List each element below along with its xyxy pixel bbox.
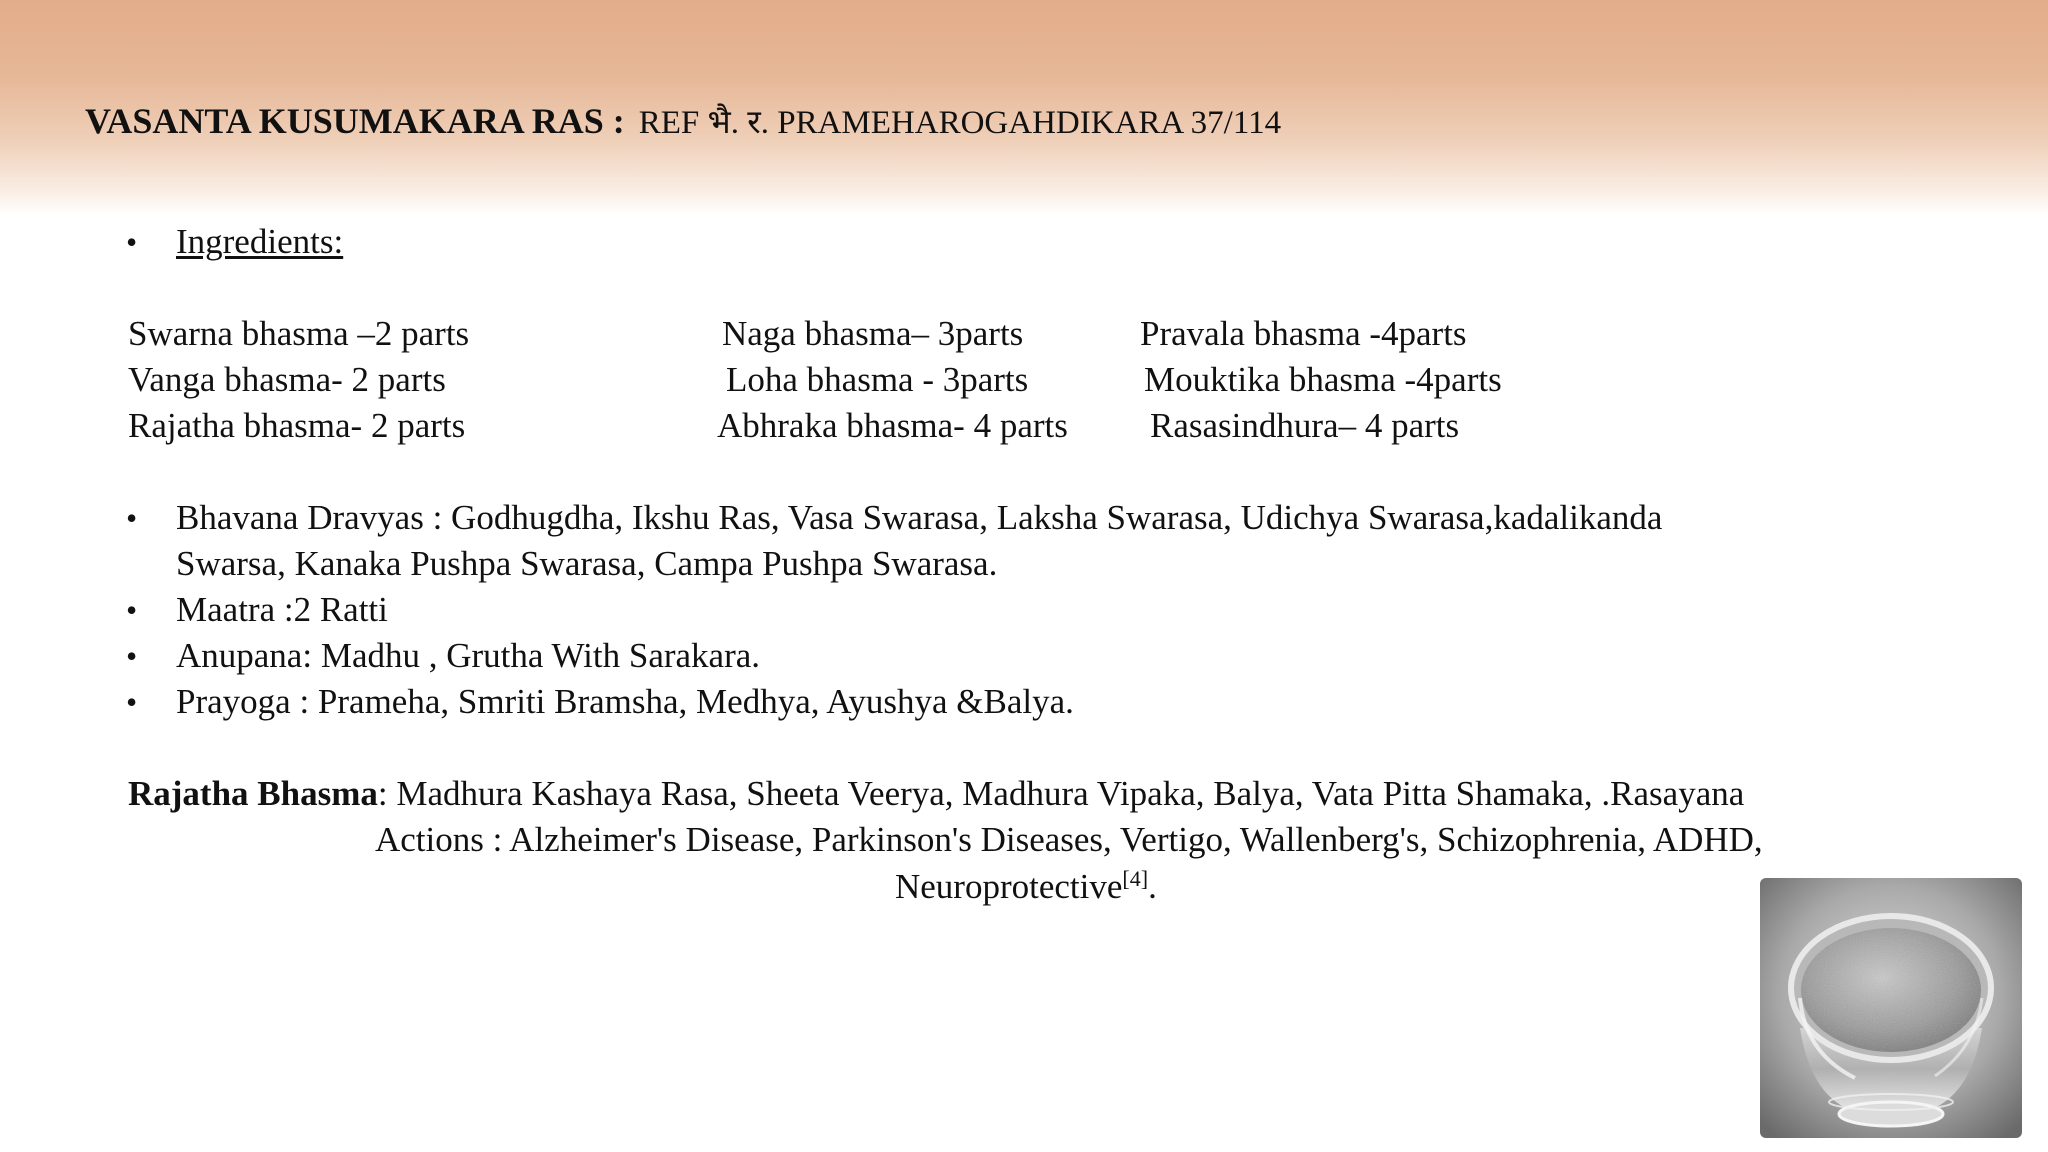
bhavana-dravyas-line2: Swarsa, Kanaka Pushpa Swarasa, Campa Pushpa Swarasa. — [176, 544, 998, 583]
ingredient-item: Mouktika bhasma -4parts — [1144, 360, 1502, 399]
ingredient-item: Swarna bhasma –2 parts — [128, 314, 470, 353]
bhasma-powder-photo — [1760, 878, 2022, 1138]
bhasma-bowl-illustration — [1760, 878, 2022, 1138]
ingredient-item: Naga bhasma– 3parts — [722, 314, 1024, 353]
prayoga-text: Prayoga : Prameha, Smriti Bramsha, Medhya, Ayushya &Balya. — [176, 682, 1074, 721]
neuroprotective-text: Neuroprotective — [895, 867, 1123, 906]
bullet-dot: • — [126, 224, 138, 260]
rajatha-bhasma-actions: Actions : Alzheimer's Disease, Parkinson's Diseases, Vertigo, Wallenberg's, Schizophrenia, ADHD, — [375, 820, 1763, 859]
formulation-name: VASANTA KUSUMAKARA RAS — [85, 101, 604, 141]
maatra-text: Maatra :2 Ratti — [176, 590, 388, 629]
rajatha-bhasma-line3 — [895, 868, 1157, 904]
ingredient-item: Vanga bhasma- 2 parts — [128, 360, 446, 399]
anupana-text: Anupana: Madhu , Grutha With Sarakara. — [176, 636, 761, 675]
ingredient-item: Pravala bhasma -4parts — [1140, 314, 1467, 353]
line-end-period: . — [1148, 867, 1157, 906]
bullet-dot: • — [126, 684, 138, 720]
rajatha-bhasma-properties: : Madhura Kashaya Rasa, Sheeta Veerya, Madhura Vipaka, Balya, Vata Pitta Shamaka, .Rasayana — [377, 774, 1745, 813]
bhavana-dravyas-line1: Bhavana Dravyas : Godhugdha, Ikshu Ras, Vasa Swarasa, Laksha Swarasa, Udichya Swarasa,kadalikanda — [176, 498, 1663, 537]
rajatha-bhasma-line1 — [128, 776, 1744, 811]
citation-marker: [4] — [1122, 866, 1149, 891]
rajatha-bhasma-label: Rajatha Bhasma — [128, 774, 378, 813]
ingredients-heading: Ingredients: — [176, 222, 344, 261]
ingredient-item: Abhraka bhasma- 4 parts — [717, 406, 1068, 445]
slide-title — [85, 98, 1281, 143]
bullet-dot: • — [126, 592, 138, 628]
bullet-dot: • — [126, 638, 138, 674]
ingredient-item: Loha bhasma - 3parts — [726, 360, 1029, 399]
ingredient-item: Rasasindhura– 4 parts — [1150, 406, 1460, 445]
ingredient-item: Rajatha bhasma- 2 parts — [128, 406, 466, 445]
reference-text: REF भै. र. PRAMEHAROGAHDIKARA 37/114 — [638, 105, 1282, 141]
title-colon: : — [603, 101, 625, 141]
bullet-dot: • — [126, 500, 138, 536]
